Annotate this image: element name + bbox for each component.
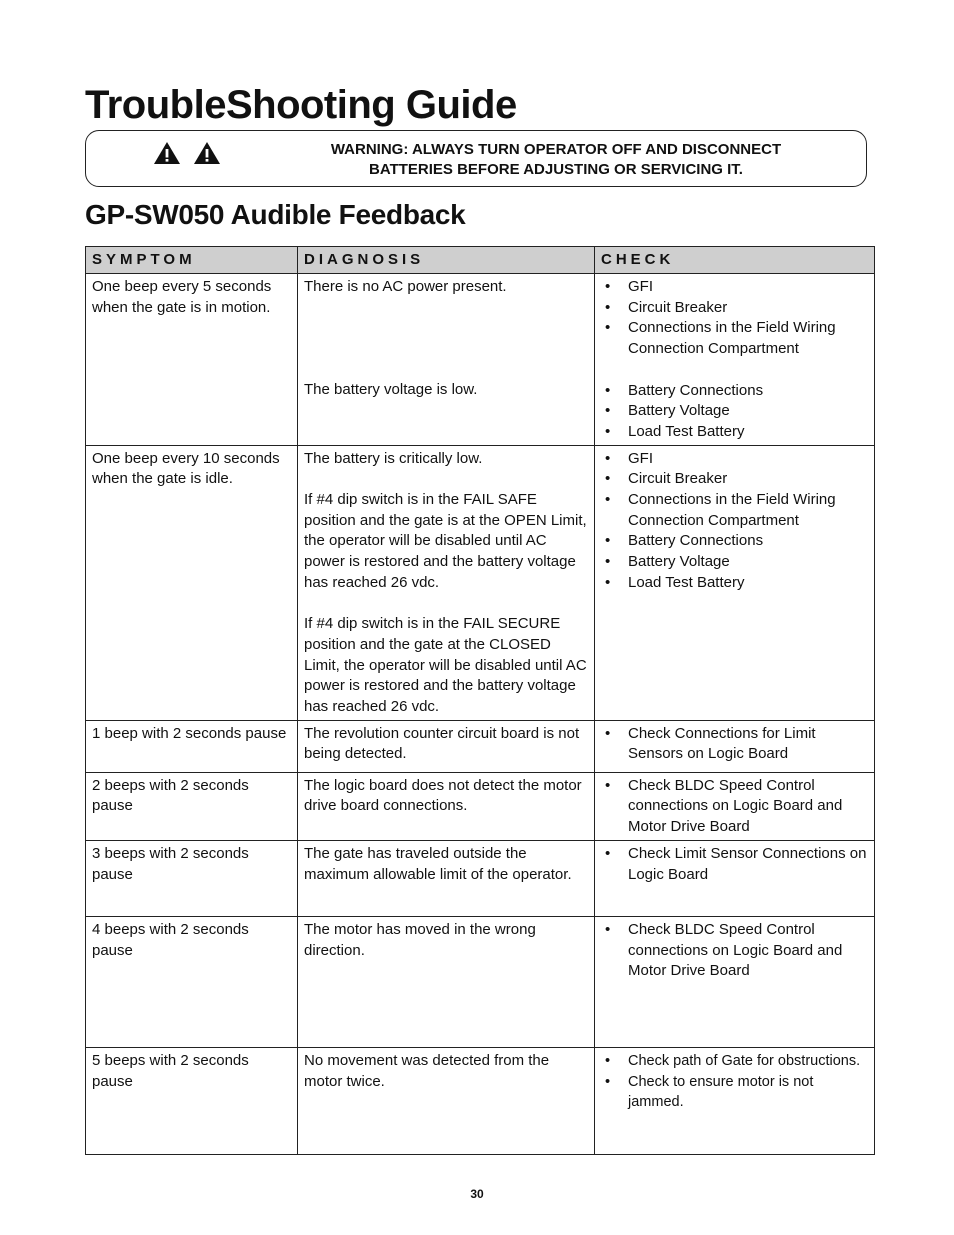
section-title: GP-SW050 Audible Feedback [85,199,466,230]
page-number: 30 [470,1187,484,1201]
check-list [601,1051,868,1113]
check-list [601,381,868,443]
symptom-text: 5 beeps with 2 seconds pause [92,1051,249,1090]
check-item: • Check BLDC Speed Control connections on Logic Board and Motor Drive Board [601,776,868,838]
symptom-cell [86,840,298,916]
check-list [601,449,868,594]
diagnosis-cell [298,445,595,720]
check-list [601,776,868,838]
warning-icons [153,141,221,165]
check-item: • Connections in the Field Wiring Connection Compartment [601,490,868,531]
diagnosis-cell [298,720,595,772]
check-cell [595,772,875,840]
page-title: TroubleShooting Guide [85,83,517,127]
symptom-cell [86,445,298,720]
check-item: • Circuit Breaker [601,469,868,490]
check-list [601,920,868,982]
symptom-cell [86,1047,298,1154]
warning-triangle-icon [153,141,181,165]
warning-line-2: BATTERIES BEFORE ADJUSTING OR SERVICING IT. [369,161,743,178]
check-item: • Battery Voltage [601,401,868,422]
check-item: • Check Limit Sensor Connections on Logic Board [601,844,868,885]
check-list [601,844,868,885]
warning-line-1: WARNING: ALWAYS TURN OPERATOR OFF AND DISCONNECT [330,141,782,158]
diagnosis-text: There is no AC power present. [304,278,507,295]
symptom-text: 3 beeps with 2 seconds pause [92,844,249,883]
check-item: • Battery Voltage [601,552,868,573]
warning-triangle-icon [193,141,221,165]
diagnosis-text: No movement was detected from the motor twice. [304,1051,550,1090]
check-item: • Check Connections for Limit Sensors on Logic Board [601,724,868,765]
warning-text [266,140,846,180]
check-item: • Battery Connections [601,381,868,402]
table-row [86,1047,875,1154]
check-item: • GFI [601,449,868,470]
symptom-cell [86,772,298,840]
check-cell [595,720,875,772]
diagnosis-text: If #4 dip switch is in the FAIL SAFE position and the gate is at the OPEN Limit, the operator will be disabled until AC power is restored and the battery voltage has reached 26 vdc. [304,491,587,591]
diagnosis-cell [298,840,595,916]
check-list [601,724,868,765]
diagnosis-cell [298,916,595,1047]
table-row [86,274,875,446]
table-row [86,720,875,772]
check-item: • GFI [601,277,868,298]
check-item: • Check path of Gate for obstructions. [601,1051,868,1072]
symptom-cell [86,720,298,772]
check-cell [595,840,875,916]
symptom-text: 1 beep with 2 seconds pause [92,724,287,742]
diagnosis-text: The motor has moved in the wrong direction. [304,920,536,959]
header-diagnosis: DIAGNOSIS [298,247,595,274]
diagnosis-text: The battery voltage is low. [304,380,478,398]
header-symptom: SYMPTOM [86,247,298,274]
table-row [86,916,875,1047]
table-row [86,445,875,720]
check-item: • Check BLDC Speed Control connections on Logic Board and Motor Drive Board [601,920,868,982]
check-list [601,277,868,360]
check-item: • Load Test Battery [601,573,868,594]
diagnosis-cell [298,274,595,446]
check-cell [595,445,875,720]
diagnosis-text: The revolution counter circuit board is not being detected. [304,724,580,763]
table-row [86,840,875,916]
diagnosis-cell [298,1047,595,1154]
check-cell [595,916,875,1047]
troubleshooting-table [85,246,875,1155]
diagnosis-cell [298,772,595,840]
symptom-cell [86,916,298,1047]
check-cell [595,1047,875,1154]
diagnosis-text: The battery is critically low. [304,449,483,467]
symptom-text: One beep every 5 seconds when the gate is in motion. [92,278,272,316]
check-item: • Connections in the Field Wiring Connection Compartment [601,318,868,359]
table-header-row [86,247,875,274]
warning-box [85,130,867,187]
table-row [86,772,875,840]
header-check: CHECK [595,247,875,274]
symptom-text: 2 beeps with 2 seconds pause [92,776,249,815]
check-item: • Battery Connections [601,531,868,552]
check-item: • Circuit Breaker [601,298,868,319]
symptom-cell [86,274,298,446]
check-cell [595,274,875,446]
diagnosis-text: The logic board does not detect the motor drive board connections. [304,776,582,815]
check-item: • Load Test Battery [601,422,868,443]
symptom-text: One beep every 10 seconds when the gate is idle. [92,449,280,488]
diagnosis-text: The gate has traveled outside the maximum allowable limit of the operator. [304,844,572,883]
check-item: • Check to ensure motor is not jammed. [601,1072,868,1113]
diagnosis-text: If #4 dip switch is in the FAIL SECURE position and the gate at the CLOSED Limit, the operator will be disabled until AC power is restored and the battery voltage has reached 26 vdc. [304,615,587,716]
symptom-text: 4 beeps with 2 seconds pause [92,920,249,959]
